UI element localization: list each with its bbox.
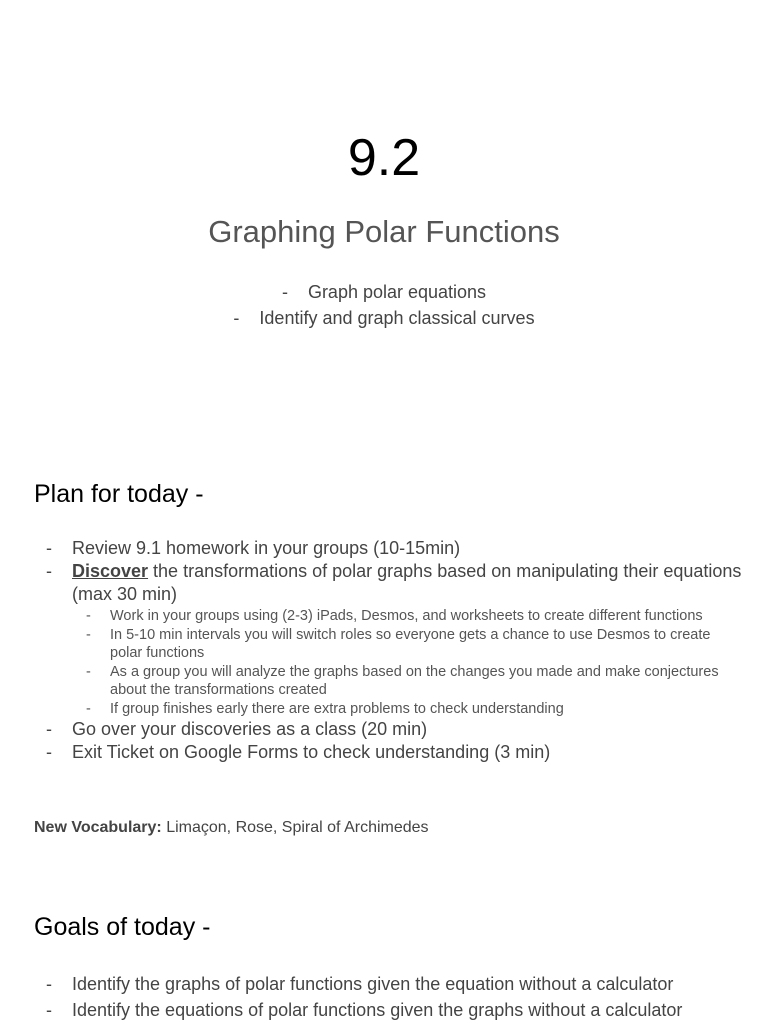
- objective-item: [0, 305, 768, 331]
- objective-text: Graph polar equations: [307, 282, 487, 302]
- goals-heading: Goals of today -: [34, 913, 211, 941]
- vocabulary-label: New Vocabulary:: [34, 819, 162, 836]
- plan-item: [46, 718, 746, 741]
- plan-subitem: [72, 626, 746, 663]
- plan-item-text: Review 9.1 homework in your groups (10-15min): [72, 538, 461, 558]
- goals-list: [46, 971, 746, 1023]
- plan-subitem-text: If group finishes early there are extra problems to check understanding: [110, 700, 564, 717]
- bullet-dash: -: [281, 282, 288, 302]
- goal-item-text: Identify the equations of polar functions given the graphs without a calculator: [72, 1000, 683, 1020]
- plan-item-text: the transformations of polar graphs based on manipulating their equations (max 30 min): [72, 561, 742, 604]
- plan-item: [46, 537, 746, 560]
- plan-item-text: Exit Ticket on Google Forms to check understanding (3 min): [72, 742, 551, 762]
- bullet-dash: -: [46, 742, 52, 762]
- plan-subitem-text: As a group you will analyze the graphs based on the changes you made and make conjectures about the transformations created: [110, 663, 719, 698]
- objective-text: Identify and graph classical curves: [259, 308, 535, 328]
- plan-subitem-text: In 5-10 min intervals you will switch roles so everyone gets a chance to use Desmos to create polar functions: [110, 626, 711, 661]
- plan-item: [46, 560, 746, 718]
- bullet-dash: -: [46, 561, 52, 581]
- plan-list: [46, 537, 746, 764]
- plan-subitem: [72, 663, 746, 700]
- bullet-dash: -: [46, 974, 52, 994]
- vocabulary-terms: Limaçon, Rose, Spiral of Archimedes: [161, 819, 429, 836]
- plan-subitems: [72, 607, 746, 718]
- bullet-dash: -: [86, 608, 91, 624]
- lesson-number: 9.2: [347, 129, 421, 187]
- plan-subitem-text: Work in your groups using (2-3) iPads, Desmos, and worksheets to create different functions: [110, 608, 703, 624]
- goal-item-text: Identify the graphs of polar functions given the equation without a calculator: [72, 974, 674, 994]
- bullet-dash: -: [46, 538, 52, 558]
- bullet-dash: -: [86, 663, 91, 680]
- plan-item-text: Go over your discoveries as a class (20 min): [72, 719, 428, 739]
- objective-item: [0, 279, 768, 305]
- lesson-title: Graphing Polar Functions: [208, 214, 560, 249]
- bullet-dash: -: [233, 308, 240, 328]
- goal-item: [46, 997, 746, 1023]
- plan-subitem: [72, 607, 746, 626]
- plan-item: [46, 741, 746, 764]
- bullet-dash: -: [46, 719, 52, 739]
- objectives-list: [0, 279, 768, 331]
- bullet-dash: -: [86, 626, 91, 643]
- discover-emphasis: Discover: [72, 561, 149, 581]
- new-vocabulary: [34, 818, 429, 838]
- plan-heading: Plan for today -: [34, 480, 204, 508]
- plan-subitem: [72, 700, 746, 719]
- goal-item: [46, 971, 746, 997]
- bullet-dash: -: [46, 1000, 52, 1020]
- bullet-dash: -: [86, 700, 91, 717]
